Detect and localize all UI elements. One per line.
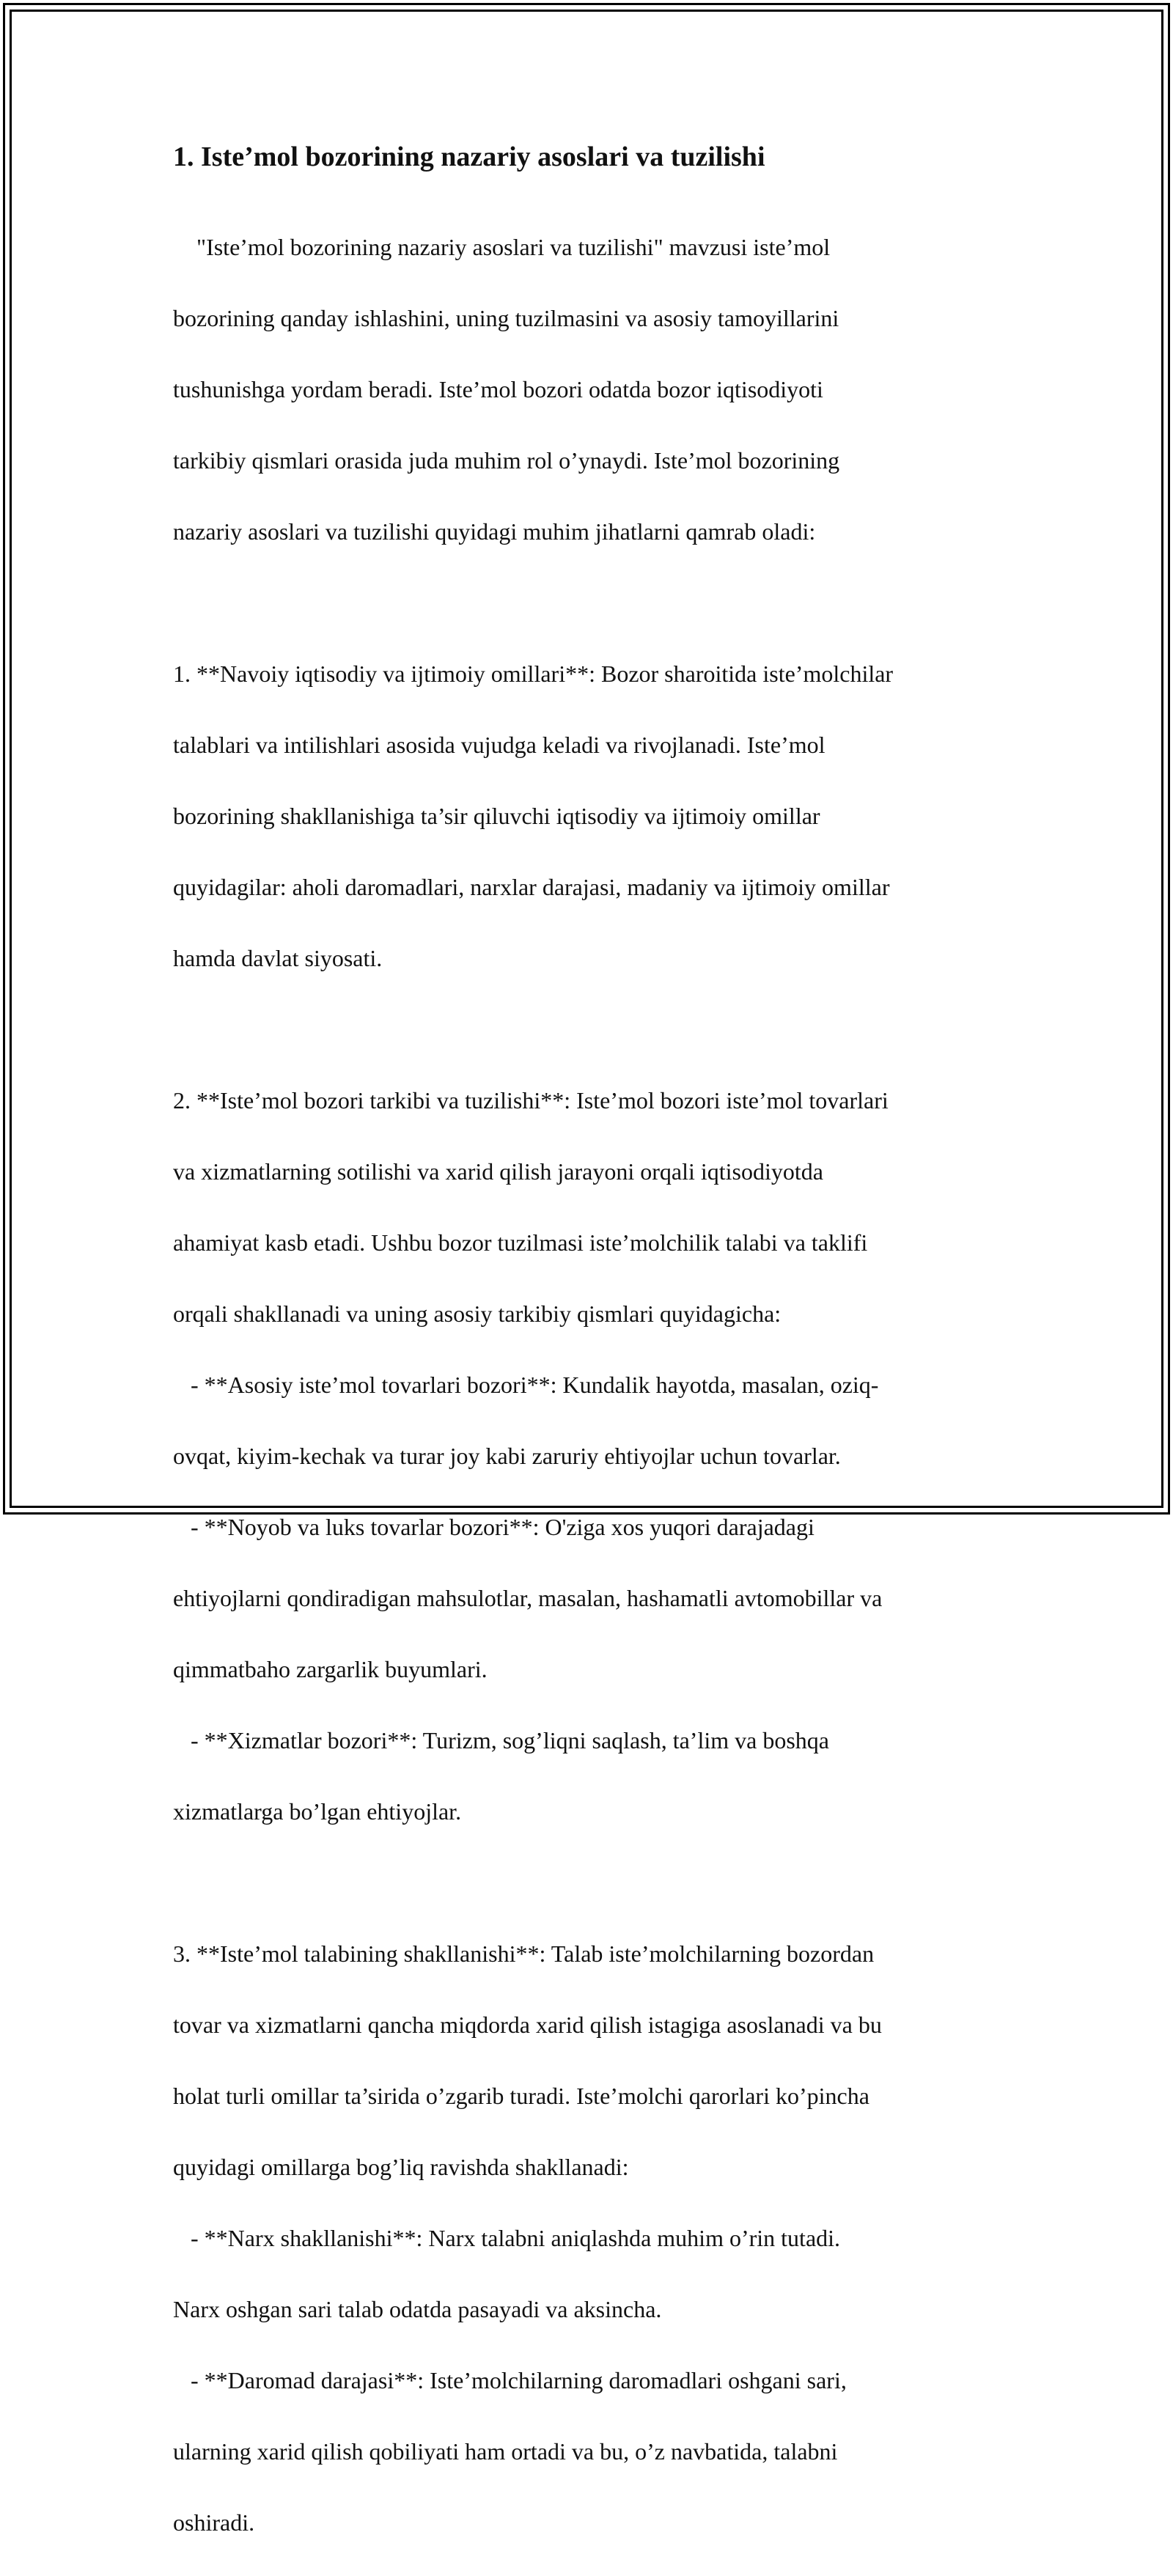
text-line: ularning xarid qilish qobiliyati ham ortadi va bu, o’z navbatida, talabni [173,2437,838,2465]
text-line: quyidagi omillarga bog’liq ravishda shakllanadi: [173,2153,629,2180]
text-line: - **Xizmatlar bozori**: Turizm, sog’liqni saqlash, ta’lim va boshqa [173,1726,829,1753]
text-line: ahamiyat kasb etadi. Ushbu bozor tuzilmasi iste’molchilik talabi va taklifi [173,1229,868,1256]
text-line: Narx oshgan sari talab odatda pasayadi va aksincha. [173,2295,662,2322]
text-line: "Iste’mol bozorining nazariy asoslari va tuzilishi" mavzusi iste’mol [196,233,831,260]
section-text [173,194,1023,2576]
text-line: holat turli omillar ta’sirida o’zgarib turadi. Iste’molchi qarorlari ko’pincha [173,2082,869,2109]
text-line: ehtiyojlarni qondiradigan mahsulotlar, masalan, hashamatli avtomobillar va [173,1584,883,1611]
text-line: - **Narx shakllanishi**: Narx talabni aniqlashda muhim o’rin tutadi. [173,2224,841,2251]
text-line: talablari va intilishlari asosida vujudga keladi va rivojlanadi. Iste’mol [173,731,825,758]
text-line: - **Noyob va luks tovarlar bozori**: O'ziga xos yuqori darajadagi [173,1513,815,1540]
text-line: 1. **Navoiy iqtisodiy va ijtimoiy omillari**: Bozor sharoitida iste’molchilar [173,660,894,687]
text-line: oshiradi. [173,2509,255,2536]
text-line: tovar va xizmatlarni qancha miqdorda xarid qilish istagiga asoslanadi va bu [173,2011,882,2038]
text-line: bozorining shakllanishiga ta’sir qiluvchi iqtisodiy va ijtimoiy omillar [173,802,820,829]
document-body [173,136,1023,2576]
text-line: bozorining qanday ishlashini, uning tuzilmasini va asosiy tamoyillarini [173,304,839,331]
text-line: 2. **Iste’mol bozori tarkibi va tuzilishi**: Iste’mol bozori iste’mol tovarlari [173,1086,889,1114]
text-line: - **Daromad darajasi**: Iste’molchilarning daromadlari oshgani sari, [173,2366,847,2393]
text-line: - **Asosiy iste’mol tovarlari bozori**: Kundalik hayotda, masalan, oziq- [173,1371,879,1398]
text-line: tarkibiy qismlari orasida juda muhim rol o’ynaydi. Iste’mol bozorining [173,446,840,474]
text-line: qimmatbaho zargarlik buyumlari. [173,1655,488,1682]
text-line: quyidagilar: aholi daromadlari, narxlar darajasi, madaniy va ijtimoiy omillar [173,873,890,900]
text-line: ovqat, kiyim-kechak va turar joy kabi zaruriy ehtiyojlar uchun tovarlar. [173,1442,841,1469]
text-line: va xizmatlarning sotilishi va xarid qilish jarayoni orqali iqtisodiyotda [173,1158,823,1185]
text-line: tushunishga yordam beradi. Iste’mol bozori odatda bozor iqtisodiyoti [173,375,823,402]
text-line: orqali shakllanadi va uning asosiy tarkibiy qismlari quyidagicha: [173,1300,782,1327]
text-line: nazariy asoslari va tuzilishi quyidagi muhim jihatlarni qamrab oladi: [173,518,816,545]
text-line: hamda davlat siyosati. [173,944,383,971]
section-heading: 1. Iste’mol bozorining nazariy asoslari va tuzilishi [173,141,765,172]
text-line: 3. **Iste’mol talabining shakllanishi**: Talab iste’molchilarning bozordan [173,1940,875,1967]
text-line: xizmatlarga bo’lgan ehtiyojlar. [173,1797,462,1825]
